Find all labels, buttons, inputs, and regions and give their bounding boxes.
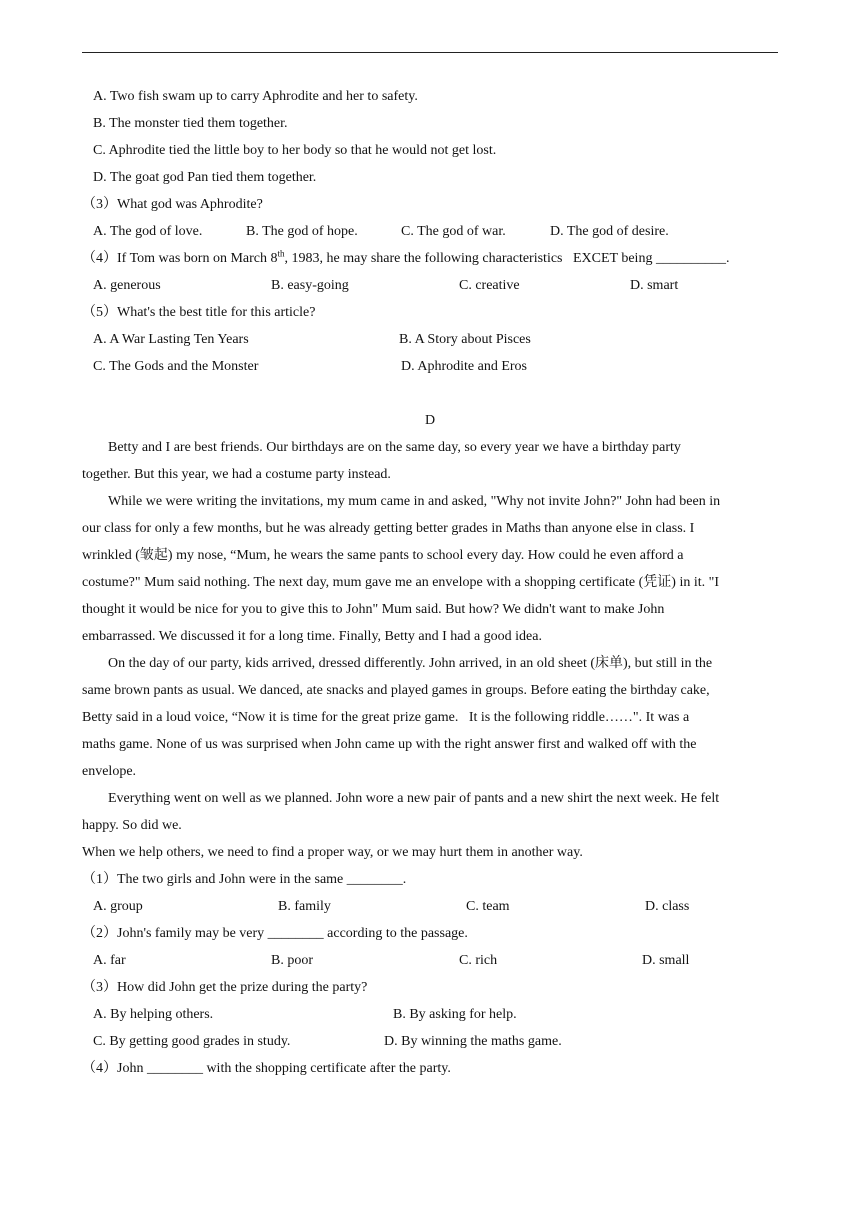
prev-q2-option-c: C. Aphrodite tied the little boy to her body so that he would not get lost.: [93, 143, 497, 158]
d-q3-option-d: D. By winning the maths game.: [384, 1034, 562, 1049]
passage-line: thought it would be nice for you to give this to John" Mum said. But how? We didn't want to make John: [82, 602, 665, 617]
d-q2-option-a: A. far: [93, 953, 126, 968]
passage-line: When we help others, we need to find a proper way, or we may hurt them in another way.: [82, 845, 583, 860]
d-q3-option-b: B. By asking for help.: [393, 1007, 517, 1022]
section-heading: D: [424, 413, 436, 428]
prev-q4-stem-sup: th: [277, 248, 285, 259]
passage-line: maths game. None of us was surprised when John came up with the right answer first and walked off with the: [82, 737, 697, 752]
prev-q4-option-c: C. creative: [459, 278, 520, 293]
prev-q3-option-b: B. The god of hope.: [246, 224, 358, 239]
prev-q4-stem: [82, 248, 730, 267]
prev-q4-stem-b: , 1983, he may share the following characteristics EXCET being __________.: [284, 251, 730, 266]
passage-line: Everything went on well as we planned. John wore a new pair of pants and a new shirt the next week. He felt: [108, 791, 720, 806]
passage-line: On the day of our party, kids arrived, dressed differently. John arrived, in an old sheet (床单), but still in the: [108, 656, 713, 671]
passage-line: While we were writing the invitations, my mum came in and asked, "Why not invite John?" John had been in: [108, 494, 721, 509]
d-q2-option-d: D. small: [642, 953, 690, 968]
passage-line: Betty and I are best friends. Our birthdays are on the same day, so every year we have a birthday party: [108, 440, 681, 455]
prev-q3-stem: （3）What god was Aphrodite?: [82, 197, 263, 212]
passage-line: same brown pants as usual. We danced, ate snacks and played games in groups. Before eating the birthday cake,: [82, 683, 710, 698]
d-q2-option-b: B. poor: [271, 953, 313, 968]
prev-q3-option-c: C. The god of war.: [401, 224, 506, 239]
passage-line: Betty said in a loud voice, “Now it is time for the great prize game. It is the following riddle……". It was a: [82, 710, 690, 725]
header-rule: [82, 52, 778, 53]
d-q1-stem: （1）The two girls and John were in the same ________.: [82, 872, 407, 887]
d-q1-option-d: D. class: [645, 899, 690, 914]
passage-line: happy. So did we.: [82, 818, 182, 833]
d-q1-option-b: B. family: [278, 899, 331, 914]
prev-q5-option-a: A. A War Lasting Ten Years: [93, 332, 249, 347]
d-q1-option-c: C. team: [466, 899, 510, 914]
d-q1-option-a: A. group: [93, 899, 143, 914]
passage-line: embarrassed. We discussed it for a long time. Finally, Betty and I had a good idea.: [82, 629, 542, 644]
prev-q4-option-a: A. generous: [93, 278, 161, 293]
passage-line: our class for only a few months, but he was already getting better grades in Maths than anyone else in class. I: [82, 521, 695, 536]
d-q3-stem: （3）How did John get the prize during the party?: [82, 980, 368, 995]
prev-q4-stem-a: （4）If Tom was born on March 8: [82, 251, 278, 266]
prev-q2-option-d: D. The goat god Pan tied them together.: [93, 170, 317, 185]
prev-q5-stem: （5）What's the best title for this article?: [82, 305, 316, 320]
d-q2-stem: （2）John's family may be very ________ according to the passage.: [82, 926, 468, 941]
prev-q3-option-a: A. The god of love.: [93, 224, 203, 239]
d-q4-stem: （4）John ________ with the shopping certificate after the party.: [82, 1061, 451, 1076]
prev-q5-option-c: C. The Gods and the Monster: [93, 359, 259, 374]
d-q3-option-a: A. By helping others.: [93, 1007, 214, 1022]
prev-q2-option-b: B. The monster tied them together.: [93, 116, 288, 131]
passage-line: envelope.: [82, 764, 137, 779]
passage-line: wrinkled (皱起) my nose, “Mum, he wears the same pants to school every day. How could he even afford a: [82, 548, 684, 563]
passage-line: together. But this year, we had a costume party instead.: [82, 467, 391, 482]
prev-q4-option-b: B. easy-going: [271, 278, 349, 293]
prev-q5-option-d: D. Aphrodite and Eros: [401, 359, 527, 374]
passage-line: costume?" Mum said nothing. The next day, mum gave me an envelope with a shopping certificate (凭证) in it. "I: [82, 575, 719, 590]
d-q2-option-c: C. rich: [459, 953, 498, 968]
prev-q3-option-d: D. The god of desire.: [550, 224, 669, 239]
prev-q4-option-d: D. smart: [630, 278, 679, 293]
d-q3-option-c: C. By getting good grades in study.: [93, 1034, 291, 1049]
prev-q5-option-b: B. A Story about Pisces: [399, 332, 531, 347]
prev-q2-option-a: A. Two fish swam up to carry Aphrodite and her to safety.: [93, 89, 418, 104]
